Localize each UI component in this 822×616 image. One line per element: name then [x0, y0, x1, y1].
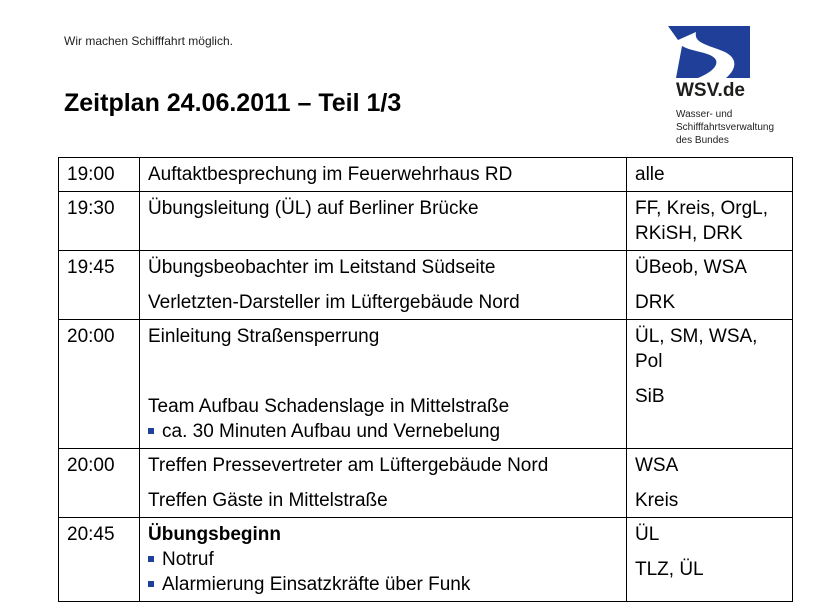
entry-text: Übungsbeginn	[148, 524, 281, 545]
description-cell	[140, 518, 627, 602]
time-cell: 19:45	[59, 251, 140, 320]
participants-cell	[627, 518, 793, 602]
participants-text: FF, Kreis, OrgL, RKiSH, DRK	[635, 198, 769, 244]
participants-cell	[627, 158, 793, 192]
bullet-item	[148, 419, 618, 444]
bullet-text: ca. 30 Minuten Aufbau und Vernebelung	[162, 421, 501, 442]
participants-text: Kreis	[635, 490, 679, 511]
page-title: Zeitplan 24.06.2011 – Teil 1/3	[64, 89, 402, 117]
table-row	[59, 158, 793, 192]
time-cell: 19:00	[59, 158, 140, 192]
description-cell	[140, 320, 627, 449]
bullet-square-icon	[148, 581, 154, 587]
entry-text: Treffen Pressevertreter am Lüftergebäude Nord	[148, 455, 549, 476]
participants-text: alle	[635, 164, 665, 185]
entry-text: Team Aufbau Schadenslage in Mittelstraße	[148, 396, 510, 417]
participants-text: ÜBeob, WSA	[635, 257, 747, 278]
logo-wordmark: WSV.de	[676, 80, 745, 101]
time-cell: 20:00	[59, 320, 140, 449]
bullet-item	[148, 547, 618, 572]
description-cell	[140, 449, 627, 518]
time-cell: 19:30	[59, 192, 140, 251]
description-cell	[140, 158, 627, 192]
bullet-item	[148, 572, 618, 597]
table-row	[59, 518, 793, 602]
participants-text: ÜL, SM, WSA, Pol	[635, 326, 758, 372]
participants-cell	[627, 251, 793, 320]
participants-text: WSA	[635, 455, 679, 476]
participants-text: SiB	[635, 386, 665, 407]
logo-subtitle-line: Wasser- und	[676, 109, 733, 120]
description-cell	[140, 192, 627, 251]
logo-subtitle	[676, 108, 806, 147]
entry-text: Auftaktbesprechung im Feuerwehrhaus RD	[148, 164, 513, 185]
participants-text: DRK	[635, 292, 676, 313]
participants-cell	[627, 320, 793, 449]
description-cell	[140, 251, 627, 320]
time-cell: 20:00	[59, 449, 140, 518]
logo-subtitle-line: Schifffahrtsverwaltung	[676, 122, 775, 133]
time-cell: 20:45	[59, 518, 140, 602]
entry-text: Treffen Gäste in Mittelstraße	[148, 490, 388, 511]
participants-text: ÜL	[635, 524, 660, 545]
wsv-logo-mark	[668, 26, 750, 78]
bullet-square-icon	[148, 556, 154, 562]
wsv-logo	[668, 26, 798, 146]
entry-text: Übungsbeobachter im Leitstand Südseite	[148, 257, 496, 278]
entry-text: Verletzten-Darsteller im Lüftergebäude Nord	[148, 292, 520, 313]
entry-text: Übungsleitung (ÜL) auf Berliner Brücke	[148, 198, 479, 219]
logo-subtitle-line: des Bundes	[676, 135, 729, 146]
table-row	[59, 192, 793, 251]
bullet-text: Notruf	[162, 549, 214, 570]
participants-cell	[627, 449, 793, 518]
bullet-text: Alarmierung Einsatzkräfte über Funk	[162, 574, 471, 595]
table-row	[59, 251, 793, 320]
bullet-square-icon	[148, 428, 154, 434]
table-row	[59, 449, 793, 518]
participants-text: TLZ, ÜL	[635, 559, 704, 580]
entry-text: Einleitung Straßensperrung	[148, 326, 380, 347]
slogan: Wir machen Schifffahrt möglich.	[64, 34, 233, 48]
table-row	[59, 320, 793, 449]
schedule-table	[58, 157, 793, 602]
participants-cell	[627, 192, 793, 251]
